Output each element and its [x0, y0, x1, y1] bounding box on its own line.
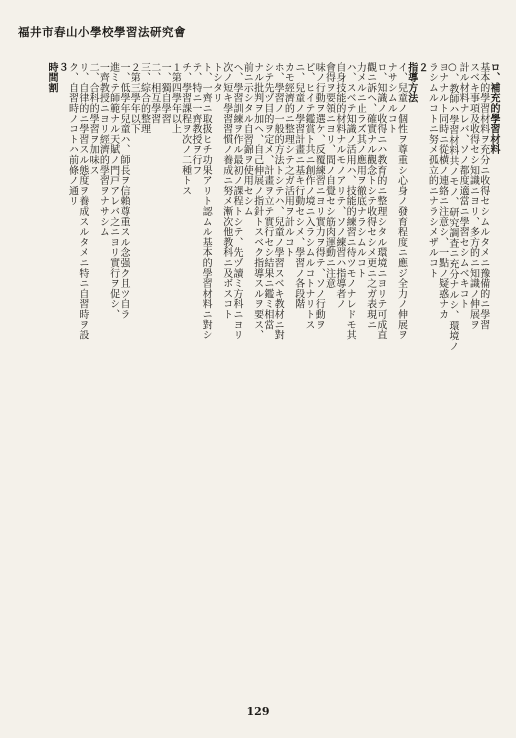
text-column: ク、自習時ノコトハ前條ノ通リ [66, 62, 78, 207]
text-column: リ、自律的ニ學習スル態度ヲ養成スルタメニ特ニ自習時ヲ設 [76, 62, 88, 341]
text-column: テ、特ニ一齊教授ヲ行フ [189, 62, 201, 176]
text-column: カモ經濟的ニ整理シテ之ガ活用ヲ計ルコト [282, 62, 294, 258]
page-number: 129 [246, 705, 270, 718]
text-column: 觀ニ訴ヘ、確實ナル觀念トシテ收得セシメ更ニ之ガ表現ニ [364, 62, 376, 330]
text-column: 力メルニ止ラズ其ノ應用ヲ徹底ナラシムルコト [354, 62, 366, 279]
text-column: チ、學習課程ヲ次ノ二種トス [179, 62, 191, 196]
text-column: 二、合科的學習ヲ加味ス [87, 62, 99, 176]
text-column: 味ノ行動ヲ選ケ、反覆練習ニヨリ實力ヲ得テ、ソノ行動ヲ [313, 62, 325, 330]
text-column: 前ニ示シタル自習錦ヲ使用セシム [241, 62, 253, 217]
text-column: 進ミテ師範ナル天賦ノ門戸アレバ之ニヨリ實行ヲ促シ、 [107, 62, 119, 320]
text-column: ナサシムルコト [385, 62, 397, 135]
text-column: 計ル材料ナレバ、ソノ都度適當ニ學習セシムベキコト [457, 62, 469, 310]
text-column: 一、獨自學習 [159, 62, 171, 124]
text-column: ロ、知識ノ收得ニハ教育的ニ整理シタル環境ニヨリテ可成直 [374, 62, 386, 341]
text-column: スベキ事項及收得セシ知識ニヨリ、多方的ニ知識ノ伸展ヲ [467, 62, 479, 330]
text-column: ピ、ヒイテ鑑賞ト共ニ創作ノ境ニ入ラシムルコトナリトス [302, 62, 314, 330]
text-column: １第四學年以上 [169, 62, 181, 135]
text-column: イ、兒童ノ個性ヲ尊重シ心身ノ發育程度ニ應ジ全力ノ伸展ヲ [395, 62, 407, 341]
text-column: 指導方法 [405, 62, 417, 104]
text-column: ヨナナルト同時ニ從横ノ連絡ニ注意シ、一點ノ疑惑ナカ [436, 62, 448, 320]
text-column: 次ノ短キ學習習慣ノ養成ニ努メ漸次他教科ニ及ボスコト [220, 62, 232, 320]
text-column: ハ、スベテ知識ノ活用ハ、技能的練習ニ待ツモノナレドモ其 [344, 62, 356, 341]
text-column: ２第三學年以下 [128, 62, 140, 135]
text-column: ２ [416, 62, 428, 73]
text-column: 基本的學習材料ヲ充分ニ收得セシムルタメニ豫備的ニ學習 [477, 62, 489, 330]
text-column: ラシムルコトニ努メ孤立的ニナラシメザルコト [426, 62, 438, 279]
text-column: シテ先ヅ目的ヲ定メ、計畫ヲ立テ實行セシ結果ニ鑑ミ相當 [261, 62, 273, 330]
text-column: 時間割 [46, 62, 57, 93]
text-column: 一、低學年兒童ハ、師長ヲ信賴尊重スル念强ク且ツ自ラ [117, 62, 129, 320]
text-column: ３ [56, 62, 68, 73]
text-column: トシタリ [210, 62, 222, 104]
text-column: 會得ヲ要領ニヨリ、間ノ自覺セシ筋肉運動ニ注意 [323, 62, 335, 289]
text-column: 二、相互學習 [148, 62, 160, 124]
text-column: ヘ、學習訓練ヲ作ル最初ノ課程トシテ、先ヅ讀ミ方科ニヨリ [231, 62, 243, 341]
text-column: ○、教師ハ學習材料共ノモノ、研究調査ニ充分ナルシ、環境ノ [446, 62, 458, 352]
page-header: 福井市春山小學校學習法研究會 [18, 25, 186, 39]
text-column: ナル批判ヲ加ヘ、自己伸展ノ指針トスベク指導スルヲ要ス、 [251, 62, 263, 341]
text-column: ト、一齊ニ取扱ヒチ功果アリト認ムル基本的學習材料ニ對シ [200, 62, 212, 341]
text-column: ニ、兒童ノ學習計畫ニ基キ行動セシメ、學習ノ各段階 [292, 62, 304, 310]
text-column: 一齊教授ニヨリ經濟的學習ヲナサシム [97, 62, 109, 238]
text-column: ロ、補充的學習材料 [488, 62, 499, 155]
text-column: 自身技能的材料ナルモノアリテ、ソノ練習ハ指導者ノ [333, 62, 345, 310]
text-column: 三、綜合的整理 [138, 62, 150, 135]
text-column: ホ、學習ノ一般的方法トシテハ、兒童ノ學習スベキ教材ニ對 [272, 62, 284, 341]
